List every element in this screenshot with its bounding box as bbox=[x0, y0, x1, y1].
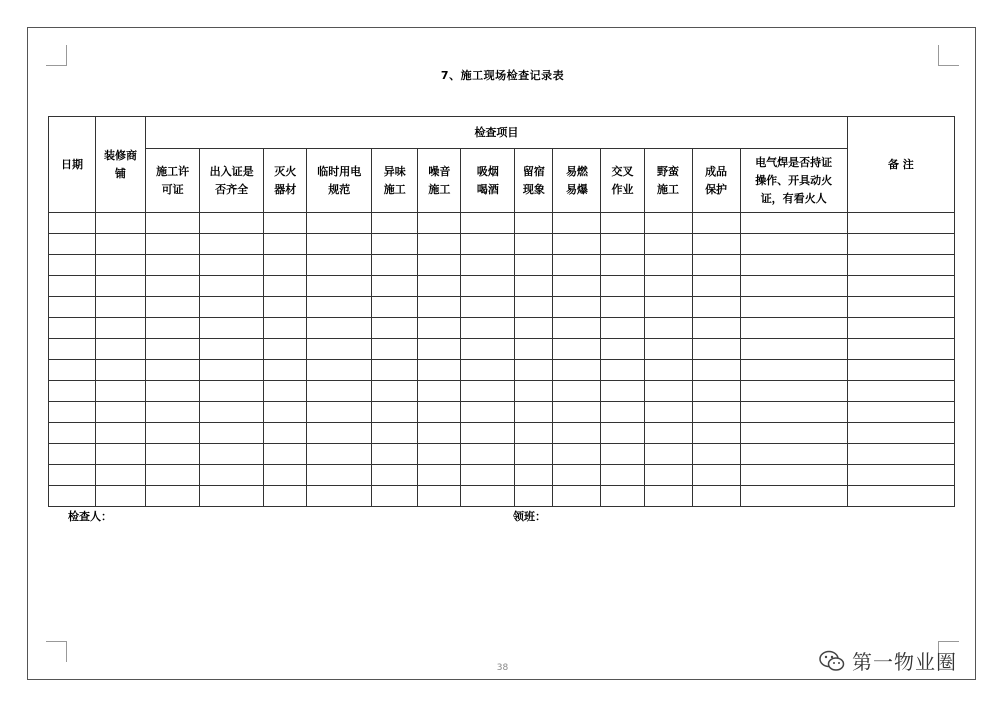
blank-cell[interactable] bbox=[740, 234, 847, 255]
column-header-rough-construction bbox=[644, 149, 692, 213]
crop-mark-top-right bbox=[938, 45, 959, 66]
blank-cell[interactable] bbox=[49, 213, 96, 234]
blank-cell[interactable] bbox=[692, 318, 740, 339]
blank-cell[interactable] bbox=[96, 402, 146, 423]
blank-cell[interactable] bbox=[307, 381, 372, 402]
blank-cell[interactable] bbox=[96, 276, 146, 297]
team-leader-label: 领班： bbox=[513, 510, 546, 523]
blank-cell[interactable] bbox=[644, 444, 692, 465]
blank-cell[interactable] bbox=[601, 339, 644, 360]
header-line: 灭火 bbox=[274, 164, 297, 178]
blank-cell[interactable] bbox=[146, 444, 200, 465]
header-line: 保护 bbox=[705, 182, 728, 196]
blank-cell[interactable] bbox=[740, 339, 847, 360]
blank-cell[interactable] bbox=[418, 297, 461, 318]
blank-cell[interactable] bbox=[847, 297, 954, 318]
blank-cell[interactable] bbox=[601, 444, 644, 465]
blank-cell[interactable] bbox=[96, 423, 146, 444]
blank-cell[interactable] bbox=[461, 360, 515, 381]
blank-cell[interactable] bbox=[372, 360, 418, 381]
inspection-items-header: 检查项目 bbox=[146, 117, 848, 149]
blank-cell[interactable] bbox=[740, 486, 847, 507]
blank-cell[interactable] bbox=[692, 486, 740, 507]
blank-cell[interactable] bbox=[96, 465, 146, 486]
blank-cell[interactable] bbox=[553, 234, 601, 255]
blank-cell[interactable] bbox=[740, 318, 847, 339]
blank-cell[interactable] bbox=[418, 360, 461, 381]
blank-cell[interactable] bbox=[372, 381, 418, 402]
blank-cell[interactable] bbox=[644, 381, 692, 402]
blank-cell[interactable] bbox=[146, 318, 200, 339]
blank-cell[interactable] bbox=[418, 276, 461, 297]
blank-cell[interactable] bbox=[740, 297, 847, 318]
table-row bbox=[49, 318, 955, 339]
blank-cell[interactable] bbox=[264, 339, 307, 360]
blank-cell[interactable] bbox=[146, 402, 200, 423]
blank-cell[interactable] bbox=[307, 234, 372, 255]
blank-cell[interactable] bbox=[847, 465, 954, 486]
blank-cell[interactable] bbox=[692, 444, 740, 465]
blank-cell[interactable] bbox=[601, 360, 644, 381]
blank-cell[interactable] bbox=[515, 381, 553, 402]
blank-cell[interactable] bbox=[740, 360, 847, 381]
blank-cell[interactable] bbox=[49, 297, 96, 318]
blank-cell[interactable] bbox=[200, 444, 264, 465]
blank-cell[interactable] bbox=[200, 423, 264, 444]
blank-cell[interactable] bbox=[146, 297, 200, 318]
header-line: 临时用电 bbox=[317, 164, 362, 178]
column-header-access-pass bbox=[200, 149, 264, 213]
blank-cell[interactable] bbox=[601, 318, 644, 339]
blank-cell[interactable] bbox=[372, 213, 418, 234]
blank-cell[interactable] bbox=[200, 486, 264, 507]
blank-cell[interactable] bbox=[553, 276, 601, 297]
header-line: 规范 bbox=[328, 182, 351, 196]
header-line: 操作、开具动火 bbox=[755, 173, 833, 187]
blank-cell[interactable] bbox=[49, 486, 96, 507]
blank-cell[interactable] bbox=[307, 465, 372, 486]
table-row bbox=[49, 234, 955, 255]
blank-cell[interactable] bbox=[146, 276, 200, 297]
blank-cell[interactable] bbox=[49, 381, 96, 402]
blank-cell[interactable] bbox=[692, 234, 740, 255]
inspection-record-table bbox=[48, 116, 955, 507]
blank-cell[interactable] bbox=[372, 255, 418, 276]
blank-cell[interactable] bbox=[418, 255, 461, 276]
blank-cell[interactable] bbox=[372, 276, 418, 297]
header-line: 电气焊是否持证 bbox=[755, 155, 833, 169]
blank-cell[interactable] bbox=[200, 234, 264, 255]
blank-cell[interactable] bbox=[515, 255, 553, 276]
table-row bbox=[49, 402, 955, 423]
blank-cell[interactable] bbox=[264, 465, 307, 486]
blank-cell[interactable] bbox=[847, 423, 954, 444]
column-header-construction-permit bbox=[146, 149, 200, 213]
blank-cell[interactable] bbox=[307, 276, 372, 297]
blank-cell[interactable] bbox=[553, 381, 601, 402]
blank-cell[interactable] bbox=[96, 360, 146, 381]
blank-cell[interactable] bbox=[200, 318, 264, 339]
wechat-icon bbox=[818, 649, 846, 673]
blank-cell[interactable] bbox=[847, 213, 954, 234]
blank-cell[interactable] bbox=[692, 423, 740, 444]
blank-cell[interactable] bbox=[461, 255, 515, 276]
blank-cell[interactable] bbox=[146, 360, 200, 381]
header-line: 留宿 bbox=[522, 164, 545, 178]
blank-cell[interactable] bbox=[515, 486, 553, 507]
blank-cell[interactable] bbox=[49, 255, 96, 276]
blank-cell[interactable] bbox=[515, 234, 553, 255]
blank-cell[interactable] bbox=[692, 402, 740, 423]
blank-cell[interactable] bbox=[740, 213, 847, 234]
blank-cell[interactable] bbox=[461, 276, 515, 297]
blank-cell[interactable] bbox=[847, 276, 954, 297]
header-line: 可证 bbox=[161, 182, 184, 196]
blank-cell[interactable] bbox=[847, 339, 954, 360]
blank-cell[interactable] bbox=[740, 381, 847, 402]
blank-cell[interactable] bbox=[264, 360, 307, 381]
table-row bbox=[49, 423, 955, 444]
blank-cell[interactable] bbox=[418, 402, 461, 423]
blank-cell[interactable] bbox=[601, 402, 644, 423]
blank-cell[interactable] bbox=[264, 255, 307, 276]
column-header-fire-extinguisher bbox=[264, 149, 307, 213]
blank-cell[interactable] bbox=[264, 297, 307, 318]
blank-cell[interactable] bbox=[307, 444, 372, 465]
header-line: 吸烟 bbox=[476, 164, 499, 178]
blank-cell[interactable] bbox=[418, 213, 461, 234]
blank-cell[interactable] bbox=[49, 444, 96, 465]
blank-cell[interactable] bbox=[418, 423, 461, 444]
blank-cell[interactable] bbox=[264, 318, 307, 339]
blank-cell[interactable] bbox=[601, 255, 644, 276]
blank-cell[interactable] bbox=[692, 213, 740, 234]
header-line: 器材 bbox=[274, 182, 297, 196]
blank-cell[interactable] bbox=[515, 297, 553, 318]
blank-cell[interactable] bbox=[461, 423, 515, 444]
blank-cell[interactable] bbox=[200, 381, 264, 402]
blank-cell[interactable] bbox=[96, 339, 146, 360]
watermark bbox=[818, 646, 957, 675]
column-header-noise-work bbox=[418, 149, 461, 213]
blank-cell[interactable] bbox=[644, 339, 692, 360]
blank-cell[interactable] bbox=[307, 360, 372, 381]
blank-cell[interactable] bbox=[692, 276, 740, 297]
date-header: 日期 bbox=[49, 117, 96, 213]
blank-cell[interactable] bbox=[372, 423, 418, 444]
table-row bbox=[49, 339, 955, 360]
blank-cell[interactable] bbox=[847, 255, 954, 276]
table-row bbox=[49, 486, 955, 507]
blank-cell[interactable] bbox=[96, 213, 146, 234]
blank-cell[interactable] bbox=[740, 423, 847, 444]
blank-cell[interactable] bbox=[96, 381, 146, 402]
header-line: 施工 bbox=[657, 182, 680, 196]
blank-cell[interactable] bbox=[553, 255, 601, 276]
blank-cell[interactable] bbox=[96, 444, 146, 465]
header-line: 施工 bbox=[383, 182, 406, 196]
crop-mark-top-left bbox=[46, 45, 67, 66]
header-line: 易燃 bbox=[565, 164, 588, 178]
column-header-overnight-stay bbox=[515, 149, 553, 213]
header-line: 野蛮 bbox=[657, 164, 680, 178]
blank-cell[interactable] bbox=[847, 402, 954, 423]
blank-cell[interactable] bbox=[515, 276, 553, 297]
header-line: 作业 bbox=[611, 182, 634, 196]
blank-cell[interactable] bbox=[847, 360, 954, 381]
blank-cell[interactable] bbox=[601, 276, 644, 297]
blank-cell[interactable] bbox=[418, 486, 461, 507]
blank-cell[interactable] bbox=[553, 402, 601, 423]
blank-cell[interactable] bbox=[644, 423, 692, 444]
blank-cell[interactable] bbox=[307, 402, 372, 423]
table-row bbox=[49, 465, 955, 486]
blank-cell[interactable] bbox=[372, 486, 418, 507]
blank-cell[interactable] bbox=[847, 381, 954, 402]
blank-cell[interactable] bbox=[372, 402, 418, 423]
header-line: 交叉 bbox=[611, 164, 634, 178]
blank-cell[interactable] bbox=[644, 234, 692, 255]
header-line: 异味 bbox=[383, 164, 406, 178]
blank-cell[interactable] bbox=[644, 213, 692, 234]
document-title: 7、施工现场检查记录表 bbox=[440, 69, 565, 82]
blank-cell[interactable] bbox=[264, 276, 307, 297]
blank-cell[interactable] bbox=[740, 255, 847, 276]
blank-cell[interactable] bbox=[515, 339, 553, 360]
blank-cell[interactable] bbox=[307, 213, 372, 234]
blank-cell[interactable] bbox=[146, 486, 200, 507]
blank-cell[interactable] bbox=[200, 255, 264, 276]
blank-cell[interactable] bbox=[692, 381, 740, 402]
blank-cell[interactable] bbox=[372, 339, 418, 360]
blank-cell[interactable] bbox=[553, 444, 601, 465]
blank-cell[interactable] bbox=[644, 486, 692, 507]
blank-cell[interactable] bbox=[692, 255, 740, 276]
blank-cell[interactable] bbox=[847, 234, 954, 255]
record-body bbox=[49, 213, 955, 507]
blank-cell[interactable] bbox=[264, 213, 307, 234]
blank-cell[interactable] bbox=[307, 339, 372, 360]
blank-cell[interactable] bbox=[601, 213, 644, 234]
header-line: 成品 bbox=[705, 164, 728, 178]
blank-cell[interactable] bbox=[553, 318, 601, 339]
blank-cell[interactable] bbox=[307, 297, 372, 318]
blank-cell[interactable] bbox=[461, 318, 515, 339]
blank-cell[interactable] bbox=[307, 318, 372, 339]
blank-cell[interactable] bbox=[372, 234, 418, 255]
blank-cell[interactable] bbox=[461, 465, 515, 486]
blank-cell[interactable] bbox=[692, 465, 740, 486]
blank-cell[interactable] bbox=[96, 486, 146, 507]
blank-cell[interactable] bbox=[200, 213, 264, 234]
page-number: 38 bbox=[496, 663, 509, 673]
blank-cell[interactable] bbox=[418, 234, 461, 255]
blank-cell[interactable] bbox=[49, 465, 96, 486]
blank-cell[interactable] bbox=[601, 381, 644, 402]
blank-cell[interactable] bbox=[644, 255, 692, 276]
blank-cell[interactable] bbox=[307, 255, 372, 276]
blank-cell[interactable] bbox=[553, 423, 601, 444]
blank-cell[interactable] bbox=[146, 423, 200, 444]
blank-cell[interactable] bbox=[264, 423, 307, 444]
blank-cell[interactable] bbox=[601, 423, 644, 444]
blank-cell[interactable] bbox=[461, 213, 515, 234]
blank-cell[interactable] bbox=[553, 339, 601, 360]
blank-cell[interactable] bbox=[740, 402, 847, 423]
blank-cell[interactable] bbox=[200, 360, 264, 381]
blank-cell[interactable] bbox=[146, 339, 200, 360]
blank-cell[interactable] bbox=[461, 402, 515, 423]
blank-cell[interactable] bbox=[146, 234, 200, 255]
blank-cell[interactable] bbox=[553, 213, 601, 234]
header-line: 施工许 bbox=[156, 164, 190, 178]
blank-cell[interactable] bbox=[692, 297, 740, 318]
blank-cell[interactable] bbox=[200, 465, 264, 486]
blank-cell[interactable] bbox=[146, 213, 200, 234]
blank-cell[interactable] bbox=[307, 486, 372, 507]
blank-cell[interactable] bbox=[200, 402, 264, 423]
shop-header-line: 铺 bbox=[115, 166, 127, 180]
blank-cell[interactable] bbox=[515, 465, 553, 486]
blank-cell[interactable] bbox=[515, 444, 553, 465]
blank-cell[interactable] bbox=[601, 297, 644, 318]
blank-cell[interactable] bbox=[515, 318, 553, 339]
blank-cell[interactable] bbox=[740, 444, 847, 465]
blank-cell[interactable] bbox=[644, 276, 692, 297]
blank-cell[interactable] bbox=[49, 339, 96, 360]
column-header-temporary-power bbox=[307, 149, 372, 213]
blank-cell[interactable] bbox=[96, 318, 146, 339]
blank-cell[interactable] bbox=[418, 318, 461, 339]
column-header-cross-operation bbox=[601, 149, 644, 213]
blank-cell[interactable] bbox=[200, 276, 264, 297]
blank-cell[interactable] bbox=[461, 381, 515, 402]
table-row bbox=[49, 255, 955, 276]
blank-cell[interactable] bbox=[200, 297, 264, 318]
blank-cell[interactable] bbox=[644, 318, 692, 339]
blank-cell[interactable] bbox=[96, 255, 146, 276]
blank-cell[interactable] bbox=[49, 423, 96, 444]
blank-cell[interactable] bbox=[49, 276, 96, 297]
header-line: 喝酒 bbox=[476, 182, 499, 196]
blank-cell[interactable] bbox=[461, 339, 515, 360]
blank-cell[interactable] bbox=[553, 297, 601, 318]
blank-cell[interactable] bbox=[553, 486, 601, 507]
header-line: 证，有看火人 bbox=[760, 191, 827, 205]
header-line: 施工 bbox=[428, 182, 451, 196]
blank-cell[interactable] bbox=[515, 213, 553, 234]
column-header-product-protection bbox=[692, 149, 740, 213]
blank-cell[interactable] bbox=[515, 423, 553, 444]
header-line: 否齐全 bbox=[215, 182, 249, 196]
blank-cell[interactable] bbox=[418, 465, 461, 486]
blank-cell[interactable] bbox=[372, 444, 418, 465]
header-line: 噪音 bbox=[428, 164, 451, 178]
blank-cell[interactable] bbox=[264, 381, 307, 402]
column-header-odor-work bbox=[372, 149, 418, 213]
blank-cell[interactable] bbox=[847, 444, 954, 465]
blank-cell[interactable] bbox=[644, 402, 692, 423]
blank-cell[interactable] bbox=[264, 486, 307, 507]
blank-cell[interactable] bbox=[601, 234, 644, 255]
column-header-flammable-explosive bbox=[553, 149, 601, 213]
blank-cell[interactable] bbox=[418, 339, 461, 360]
blank-cell[interactable] bbox=[372, 465, 418, 486]
table-row bbox=[49, 360, 955, 381]
blank-cell[interactable] bbox=[692, 360, 740, 381]
blank-cell[interactable] bbox=[692, 339, 740, 360]
blank-cell[interactable] bbox=[847, 486, 954, 507]
blank-cell[interactable] bbox=[96, 234, 146, 255]
watermark-text: 第一物业圈 bbox=[852, 650, 957, 674]
table-row bbox=[49, 297, 955, 318]
crop-mark-bottom-left bbox=[46, 641, 67, 662]
blank-cell[interactable] bbox=[264, 402, 307, 423]
shop-header-line: 装修商 bbox=[104, 148, 138, 162]
blank-cell[interactable] bbox=[515, 402, 553, 423]
blank-cell[interactable] bbox=[740, 465, 847, 486]
blank-cell[interactable] bbox=[146, 381, 200, 402]
remarks-header: 备 注 bbox=[847, 117, 954, 213]
blank-cell[interactable] bbox=[515, 360, 553, 381]
blank-cell[interactable] bbox=[49, 360, 96, 381]
blank-cell[interactable] bbox=[644, 360, 692, 381]
blank-cell[interactable] bbox=[307, 423, 372, 444]
header-line: 出入证是 bbox=[209, 164, 254, 178]
blank-cell[interactable] bbox=[264, 444, 307, 465]
column-header-smoking-drinking bbox=[461, 149, 515, 213]
table-row bbox=[49, 276, 955, 297]
table-row bbox=[49, 213, 955, 234]
blank-cell[interactable] bbox=[96, 297, 146, 318]
header-line: 易爆 bbox=[565, 182, 588, 196]
blank-cell[interactable] bbox=[372, 297, 418, 318]
blank-cell[interactable] bbox=[146, 255, 200, 276]
blank-cell[interactable] bbox=[847, 318, 954, 339]
table-row bbox=[49, 381, 955, 402]
blank-cell[interactable] bbox=[264, 234, 307, 255]
inspector-label: 检查人： bbox=[68, 510, 112, 523]
column-header-welding-certification bbox=[740, 149, 847, 213]
shop-header bbox=[96, 117, 146, 213]
blank-cell[interactable] bbox=[644, 465, 692, 486]
table-row bbox=[49, 444, 955, 465]
blank-cell[interactable] bbox=[461, 486, 515, 507]
blank-cell[interactable] bbox=[49, 318, 96, 339]
blank-cell[interactable] bbox=[644, 297, 692, 318]
blank-cell[interactable] bbox=[601, 465, 644, 486]
blank-cell[interactable] bbox=[461, 234, 515, 255]
blank-cell[interactable] bbox=[200, 339, 264, 360]
blank-cell[interactable] bbox=[553, 360, 601, 381]
blank-cell[interactable] bbox=[372, 318, 418, 339]
blank-cell[interactable] bbox=[461, 297, 515, 318]
blank-cell[interactable] bbox=[553, 465, 601, 486]
blank-cell[interactable] bbox=[740, 276, 847, 297]
blank-cell[interactable] bbox=[418, 444, 461, 465]
blank-cell[interactable] bbox=[601, 486, 644, 507]
blank-cell[interactable] bbox=[49, 402, 96, 423]
blank-cell[interactable] bbox=[49, 234, 96, 255]
blank-cell[interactable] bbox=[461, 444, 515, 465]
header-line: 现象 bbox=[522, 182, 545, 196]
blank-cell[interactable] bbox=[418, 381, 461, 402]
blank-cell[interactable] bbox=[146, 465, 200, 486]
